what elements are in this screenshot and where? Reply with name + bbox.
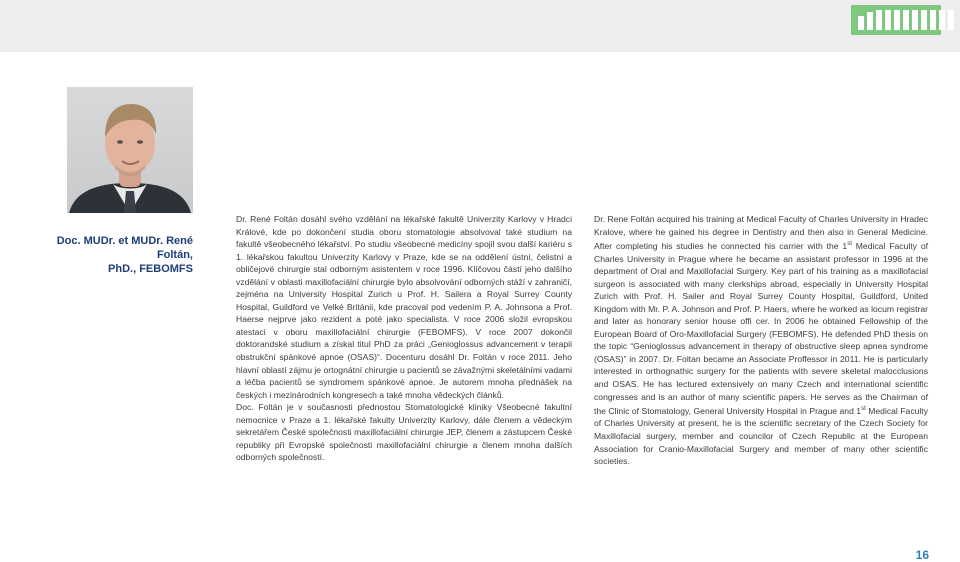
- biography-english-paragraph: [594, 213, 928, 468]
- book-logo-icon: [851, 5, 941, 35]
- author-name-line2: PhD., FEBOMFS: [108, 263, 193, 275]
- biography-english: [594, 213, 928, 468]
- biography-czech-paragraph: Dr. René Foltán dosáhl svého vzdělání na lékařské fakultě Univerzity Karlovy v Hradci Králové, kde po dokončení studia oboru stomatologie absolvoval také studium na fakultě všeobecného lékařství. Po studiu všeobecné medicíny spojil svou další kariéru s 1. lékařskou fakultou Univerzity Karlovy v Praze, kde se na oddělení ústní, čelistní a obličejové chirurgie stal odborným asistentem v roce 1996. Klíčovou částí jeho dalšího vzdělání v oblasti maxillofaciální chirurgie bylo absolvování odborných stáží v zahraničí, zejména na University Hospital Zurich u Prof. H. Sailera a Royal Surrey County Hospital, Guildford ve Velké Británii, kde pracoval pod vedením P. A. Johnsona a Prof. Haerse nejprve jako rezident a poté jako specialista. V roce 2006 složil evropskou atestaci v oboru maxillofaciální chirurgie (FEBOMFS). V roce 2007 dokončil doktorandské studium a získal titul PhD za práci „Genioglossus advancement v terapii obstrukční spánkové apnoe (OSAS)“. Docenturu dosáhl Dr. Foltán v roce 2011. Jeho hlavní oblastí zájmu je ortognátní chirurgie u pacientů se závažnými skeletálními vadami a léčba pacientů se syndromem spánkové apnoe. Je autorem mnoha přednášek na českých i mezinárodních kongresech a také mnoha vědeckých článků.: [236, 214, 572, 400]
- portrait-photo: [67, 87, 193, 213]
- portrait-illustration: [67, 87, 193, 213]
- biography-czech-paragraph: Doc. Foltán je v současnosti přednostou Stomatologické kliniky Všeobecné fakultní nemocnice v Praze a 1. lékařské fakulty Univerzity Karlovy, dále členem a vědeckým sekretářem České společnosti maxillofaciální chirurgie JEP, členem a zástupcem České republiky při Evropské společnosti maxillofaciální chirurgie a členem mnoha dalších odborných společností.: [236, 402, 572, 463]
- biography-english-text: Dr. Rene Foltán acquired his training at Medical Faculty of Charles University in Hradec Kralove, where he gained his degree in Dentistry and then also in General Medicine. After completing his studies he connected his carrier with the 1: [594, 214, 928, 251]
- biography-english-text: Medical Faculty of Charles University at present, he is the scientific secretary of the Czech Society for Maxillofacial surgery, member and councilor of Czech Republic at the European Association for Cranio-Maxillofacial Surgery and member of many other scientific societies.: [594, 405, 928, 467]
- header-band: [0, 0, 960, 52]
- author-name-line1: Doc. MUDr. et MUDr. René Foltán,: [56, 235, 193, 261]
- ordinal-suffix: st: [847, 241, 852, 248]
- ordinal-suffix: st: [861, 406, 866, 413]
- logo-bars: [858, 10, 954, 30]
- author-name: [20, 234, 193, 276]
- biography-czech: [236, 213, 572, 464]
- biography-english-text: Medical Faculty of Charles University in Prague where he became an assistant professor in 1996 at the department of Oral and Maxillofacial Surgery. Key part of his training as a maxillofacial surgeon is associated with many clerkships abroad, especially in University Hospital Zurich with Prof. H. Sailer and Royal Surrey County Hospital, Guildford, United Kingdom with Mr. P. A. Johnson and Prof. P. Haers, where he worked as locum registrar and later as honorary senior house offi cer. In 2006 he obtained Fellowship of the European Board of Oro-Maxillofacial Surgery (FEBOMFS). He defended PhD thesis on the topic “Genioglossus advancement in therapy of obstructive sleep apnea syndrome (OSAS)” in 2007. Dr. Foltan became an Associate Proffessor in 2011. He is particularly interested in orthognathic surgery for the patients with severe skeletal malocclusions and OSAS. He has lectured extensively on many Czech and international scientific congresses and is an author of many scientific papers. He serves as the Chairman of the Clinic of Stomatology, General University Hospital in Prague and 1: [594, 240, 928, 416]
- page-number: 16: [915, 548, 929, 562]
